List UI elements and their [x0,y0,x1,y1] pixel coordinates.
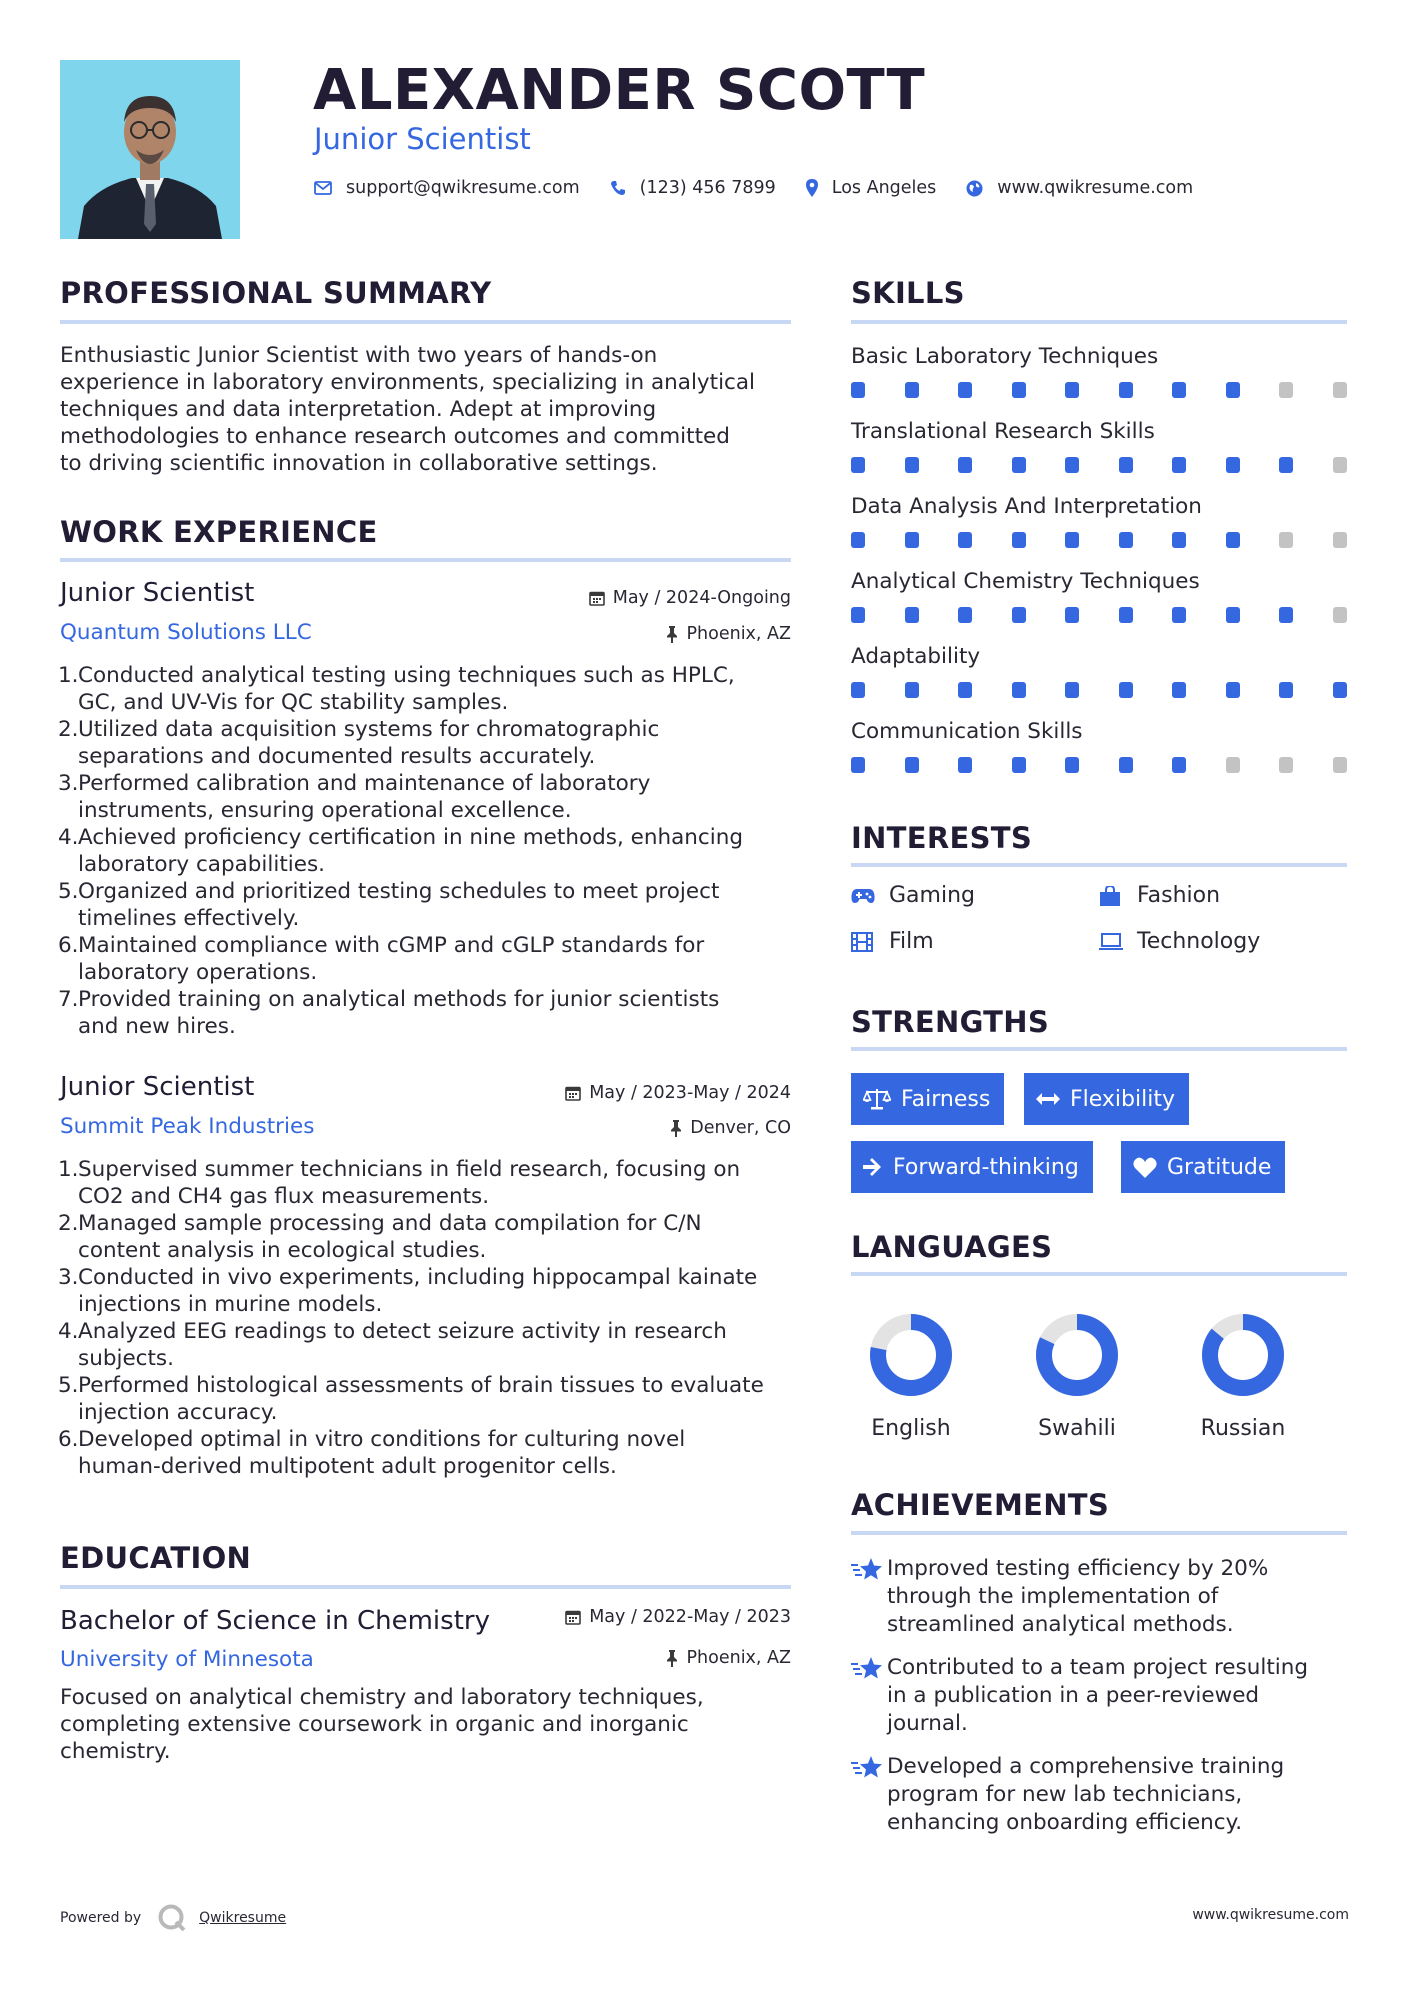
skill-dot [1172,757,1186,773]
skill-dot [958,757,972,773]
skill-name: Adaptability [851,644,981,669]
skill-dot [1333,532,1347,548]
job-dates-text: May / 2023-May / 2024 [589,1083,791,1103]
experience-heading: WORK EXPERIENCE [60,515,378,549]
education-description: Focused on analytical chemistry and laboratory techniques, completing extensive coursework in organic and inorganic chemistry. [60,1685,704,1764]
interest-gaming [851,883,975,908]
skill-dot [1279,382,1293,398]
language-donut [1032,1310,1122,1400]
achievement-line: through the implementation of [887,1584,1219,1609]
skill-dot [1065,607,1079,623]
powered-by-text: Powered by [60,1910,142,1926]
skill-dot [1226,607,1240,623]
summary-line: methodologies to enhance research outcomes and committed [60,424,730,449]
language-donut [1198,1310,1288,1400]
skills-heading: SKILLS [851,276,965,310]
contact-location: Los Angeles [831,178,937,198]
language-donut [866,1310,956,1400]
skill-dot [1012,757,1026,773]
skill-dot [1012,532,1026,548]
skill-dot [1172,382,1186,398]
summary-text [60,342,800,477]
skill-dot [1119,457,1133,473]
shooting-star-icon [851,1753,887,1837]
footer-website[interactable]: www.qwikresume.com [1192,1907,1349,1923]
phone-icon [610,180,626,196]
skill-dot [905,382,919,398]
skill-dot [851,382,865,398]
job-company[interactable]: Quantum Solutions LLC [60,620,312,645]
list-item: 2. Utilized data acquisition systems for chromatographic separations and documented results accurately. [58,717,660,769]
skill-dot [1279,757,1293,773]
achievement-line: program for new lab technicians, [887,1782,1243,1807]
arrows-horizontal-icon [1036,1092,1060,1106]
candidate-title: Junior Scientist [314,122,531,156]
skill-dot [958,607,972,623]
skill-dot [851,532,865,548]
skill-dot [1012,382,1026,398]
skill-dot [1012,457,1026,473]
job-dates [589,588,791,608]
balance-scale-icon [863,1088,891,1110]
languages-divider [851,1272,1347,1276]
pushpin-icon [670,1120,682,1137]
skill-rating [851,682,1351,698]
skill-name: Basic Laboratory Techniques [851,344,1159,369]
job-location [666,624,791,644]
languages-heading: LANGUAGES [851,1230,1053,1264]
education-school[interactable]: University of Minnesota [60,1647,314,1672]
language-name: Swahili [1038,1416,1116,1441]
skill-dot [1119,532,1133,548]
skill-dot [851,757,865,773]
skill-dot [905,757,919,773]
achievement-line: streamlined analytical methods. [887,1612,1234,1637]
list-item: 7. Provided training on analytical methods for junior scientists and new hires. [58,987,720,1039]
film-icon [851,932,877,952]
list-item: 4. Achieved proficiency certification in nine methods, enhancing laboratory capabilities. [58,825,743,877]
skill-name: Data Analysis And Interpretation [851,494,1202,519]
interest-label: Technology [1137,929,1261,954]
skill-dot [1172,607,1186,623]
skill-dot [1119,607,1133,623]
list-item: 6. Maintained compliance with cGMP and cGLP standards for laboratory operations. [58,933,705,985]
education-location-text: Phoenix, AZ [686,1648,791,1668]
skill-dot [905,532,919,548]
skill-dot [1333,382,1347,398]
interests-heading: INTERESTS [851,821,1033,855]
footer-branding [60,1903,286,1933]
education-degree: Bachelor of Science in Chemistry [60,1606,490,1636]
list-item: 5. Organized and prioritized testing schedules to meet project timelines effectively. [58,879,720,931]
strength-label: Forward-thinking [893,1154,1079,1180]
education-dates [565,1607,791,1627]
strength-label: Fairness [901,1086,991,1112]
skill-dot [1333,682,1347,698]
skill-dot [958,532,972,548]
job-role: Junior Scientist [60,578,255,608]
interest-label: Gaming [889,883,975,908]
list-item: 3. Conducted in vivo experiments, including hippocampal kainate injections in murine models. [58,1265,758,1317]
job-bullets [60,1156,800,1480]
skill-rating [851,607,1351,623]
skill-dot [1279,532,1293,548]
summary-line: Enthusiastic Junior Scientist with two years of hands-on [60,343,658,368]
skill-dot [1065,682,1079,698]
skill-dot [1172,457,1186,473]
list-item: 3. Performed calibration and maintenance of laboratory instruments, ensuring operational excellence. [58,771,651,823]
skill-dot [1119,382,1133,398]
achievement-line: Developed a comprehensive training [887,1754,1285,1779]
skill-name: Translational Research Skills [851,419,1155,444]
skill-dot [1226,682,1240,698]
heart-icon [1133,1157,1157,1178]
achievement-line: journal. [887,1711,968,1736]
skill-dot [1119,682,1133,698]
contact-website[interactable]: www.qwikresume.com [997,178,1194,198]
job-location-text: Denver, CO [690,1118,791,1138]
list-item: 6. Developed optimal in vitro conditions for culturing novel human-derived multipotent adult progenitor cells. [58,1427,686,1479]
calendar-icon [565,1609,581,1625]
strengths-heading: STRENGTHS [851,1005,1050,1039]
list-item: 1. Conducted analytical testing using techniques such as HPLC, GC, and UV-Vis for QC stability samples. [58,663,735,715]
globe-icon [966,180,983,197]
list-item: 1. Supervised summer technicians in field research, focusing on CO2 and CH4 gas flux measurements. [58,1157,741,1209]
job-location-text: Phoenix, AZ [686,624,791,644]
interests-divider [851,863,1347,867]
shooting-star-icon [851,1555,887,1639]
skill-dot [1172,532,1186,548]
interest-fashion [1099,883,1220,908]
skill-dot [1065,457,1079,473]
skill-dot [851,457,865,473]
education-heading: EDUCATION [60,1541,252,1575]
skill-rating [851,532,1351,548]
skill-dot [1279,607,1293,623]
job-bullets [60,662,800,1040]
skill-dot [1226,757,1240,773]
calendar-icon [565,1085,581,1101]
list-item: 4. Analyzed EEG readings to detect seizure activity in research subjects. [58,1319,727,1371]
strength-badge [851,1073,1004,1125]
skill-dot [1333,757,1347,773]
profile-photo [60,60,240,239]
job-role: Junior Scientist [60,1072,255,1102]
skill-rating [851,757,1351,773]
skill-rating [851,382,1351,398]
achievement-item [851,1654,1347,1738]
education-dates-text: May / 2022-May / 2023 [589,1607,791,1627]
skill-dot [905,682,919,698]
skill-dot [1065,532,1079,548]
skill-dot [1012,682,1026,698]
strengths-divider [851,1047,1347,1051]
interest-label: Fashion [1137,883,1221,908]
achievement-item [851,1753,1347,1837]
experience-divider [60,558,791,562]
summary-line: experience in laboratory environments, specializing in analytical [60,370,756,395]
summary-line: techniques and data interpretation. Adept at improving [60,397,657,422]
skill-name: Communication Skills [851,719,1083,744]
map-pin-icon [806,179,818,197]
list-item: 5. Performed histological assessments of brain tissues to evaluate injection accuracy. [58,1373,764,1425]
candidate-name: ALEXANDER SCOTT [313,58,926,123]
skill-dot [1012,607,1026,623]
arrow-right-icon [863,1158,883,1176]
qwikresume-logo-icon [157,1903,187,1933]
skill-dot [1226,382,1240,398]
achievements-divider [851,1531,1347,1535]
skill-dot [905,457,919,473]
skill-dot [1172,682,1186,698]
contact-email[interactable]: support@qwikresume.com [346,178,580,198]
pushpin-icon [666,626,678,643]
skill-dot [958,457,972,473]
shooting-star-icon [851,1654,887,1738]
skill-dot [1333,607,1347,623]
job-dates-text: May / 2024-Ongoing [612,588,791,608]
language-name: English [871,1416,951,1441]
achievement-line: Contributed to a team project resulting [887,1655,1309,1680]
list-item: 2. Managed sample processing and data compilation for C/N content analysis in ecological studies. [58,1211,702,1263]
pushpin-icon [666,1650,678,1667]
avatar [60,60,240,239]
achievements-heading: ACHIEVEMENTS [851,1488,1110,1522]
skill-dot [1279,682,1293,698]
skill-name: Analytical Chemistry Techniques [851,569,1200,594]
shopping-bag-icon [1099,886,1125,906]
strength-badge [851,1141,1093,1193]
skill-dot [851,682,865,698]
skill-dot [1333,457,1347,473]
job-location [670,1118,791,1138]
education-divider [60,1585,791,1589]
language-name: Russian [1200,1416,1286,1441]
job-company[interactable]: Summit Peak Industries [60,1114,315,1139]
calendar-icon [589,590,605,606]
skill-dot [851,607,865,623]
skills-divider [851,320,1347,324]
achievement-item [851,1555,1347,1639]
contact-bar [314,178,1223,198]
summary-heading: PROFESSIONAL SUMMARY [60,276,492,310]
skill-dot [905,607,919,623]
skill-dot [1279,457,1293,473]
laptop-icon [1099,933,1125,951]
skill-dot [1226,457,1240,473]
achievement-line: Improved testing efficiency by 20% [887,1556,1269,1581]
skill-rating [851,457,1351,473]
strength-label: Gratitude [1167,1154,1272,1180]
brand-link[interactable]: Qwikresume [199,1910,287,1926]
skill-dot [1119,757,1133,773]
skill-dot [1065,757,1079,773]
strength-label: Flexibility [1070,1086,1175,1112]
strength-badge [1024,1073,1189,1125]
skill-dot [958,682,972,698]
skill-dot [958,382,972,398]
interest-technology [1099,929,1260,954]
skill-dot [1226,532,1240,548]
skill-dot [1065,382,1079,398]
education-location [666,1648,791,1668]
achievement-line: in a publication in a peer-reviewed [887,1683,1260,1708]
job-dates [565,1083,791,1103]
summary-line: to driving scientific innovation in collaborative settings. [60,451,658,476]
interest-label: Film [889,929,934,954]
interest-film [851,929,934,954]
strength-badge [1121,1141,1285,1193]
gamepad-icon [851,888,877,904]
achievement-line: enhancing onboarding efficiency. [887,1810,1243,1835]
contact-phone[interactable]: (123) 456 7899 [639,178,776,198]
envelope-icon [314,181,332,195]
summary-divider [60,320,791,324]
